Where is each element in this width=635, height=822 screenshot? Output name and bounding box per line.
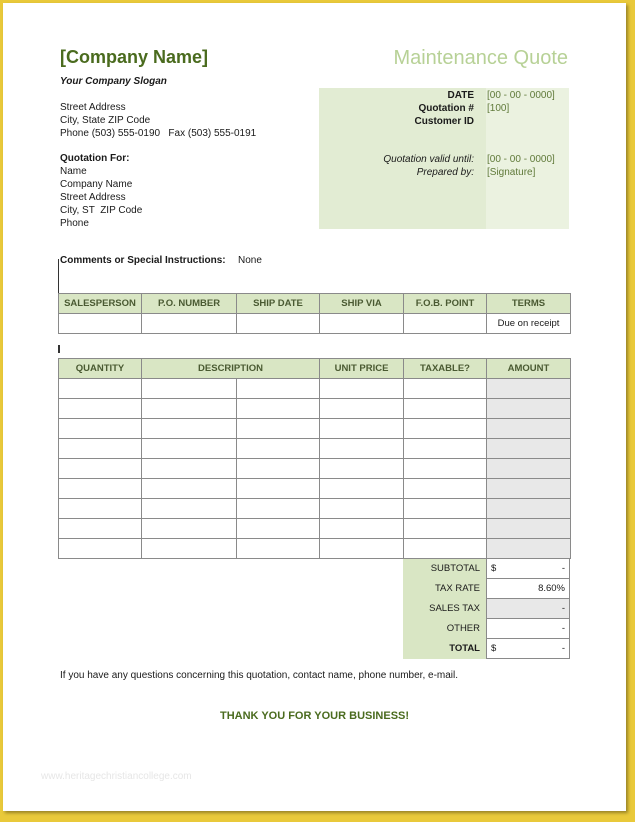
description-cell-2[interactable] xyxy=(237,439,320,459)
salesperson-header: SALESPERSON xyxy=(59,294,142,314)
quantity-cell[interactable] xyxy=(59,539,142,559)
document-title: Maintenance Quote xyxy=(393,47,568,69)
description-cell-2[interactable] xyxy=(237,499,320,519)
unit-price-cell[interactable] xyxy=(320,399,404,419)
totals-table xyxy=(403,558,570,659)
amount-cell xyxy=(487,479,571,499)
subtotal-amount: - xyxy=(561,563,565,574)
quantity-cell[interactable] xyxy=(59,379,142,399)
description-cell[interactable] xyxy=(142,459,237,479)
quote-page xyxy=(3,3,626,811)
tax-rate-label: TAX RATE xyxy=(403,579,487,599)
fob-point-cell[interactable] xyxy=(404,314,487,334)
comments-value[interactable]: None xyxy=(238,255,262,266)
description-cell[interactable] xyxy=(142,419,237,439)
client-name: Name xyxy=(60,166,87,177)
description-cell-2[interactable] xyxy=(237,399,320,419)
po-number-cell[interactable] xyxy=(142,314,237,334)
table-row xyxy=(59,479,571,499)
footer-contact-note: If you have any questions concerning this quotation, contact name, phone number, e-mail. xyxy=(60,670,459,681)
description-cell[interactable] xyxy=(142,399,237,419)
quantity-cell[interactable] xyxy=(59,519,142,539)
po-number-header: P.O. NUMBER xyxy=(142,294,237,314)
company-name: [Company Name] xyxy=(60,47,209,67)
shipping-header-row xyxy=(59,294,571,314)
description-cell-2[interactable] xyxy=(237,539,320,559)
other-row xyxy=(403,619,570,639)
sales-tax-label: SALES TAX xyxy=(403,599,487,619)
client-phone: Phone xyxy=(60,218,89,229)
valid-until-value[interactable]: [00 - 00 - 0000] xyxy=(487,154,555,165)
fob-point-header: F.O.B. POINT xyxy=(404,294,487,314)
company-street: Street Address xyxy=(60,102,126,113)
subtotal-row xyxy=(403,559,570,579)
subtotal-value xyxy=(487,559,570,579)
text-cursor-marker xyxy=(58,259,59,293)
line-items-body xyxy=(59,379,571,559)
line-items-header-row xyxy=(59,359,571,379)
amount-cell xyxy=(487,379,571,399)
other-label: OTHER xyxy=(403,619,487,639)
quantity-header: QUANTITY xyxy=(59,359,142,379)
table-row xyxy=(59,459,571,479)
company-city: City, State ZIP Code xyxy=(60,115,151,126)
quotation-number-value[interactable]: [100] xyxy=(487,103,510,114)
prepared-by-value[interactable]: [Signature] xyxy=(487,167,536,178)
unit-price-cell[interactable] xyxy=(320,479,404,499)
quotation-number-label: Quotation # xyxy=(418,103,474,114)
comments-label-text: Comments or Special Instructions: xyxy=(60,255,226,266)
line-items-table xyxy=(58,358,571,559)
taxable-cell[interactable] xyxy=(404,439,487,459)
table-row xyxy=(59,519,571,539)
table-row xyxy=(59,419,571,439)
quantity-cell[interactable] xyxy=(59,419,142,439)
taxable-cell[interactable] xyxy=(404,519,487,539)
terms-cell[interactable]: Due on receipt xyxy=(487,314,571,334)
watermark: www.heritagechristiancollege.com xyxy=(41,771,192,782)
total-currency: $ xyxy=(491,643,497,654)
unit-price-cell[interactable] xyxy=(320,419,404,439)
sales-tax-value: - xyxy=(487,599,570,619)
taxable-cell[interactable] xyxy=(404,419,487,439)
taxable-cell[interactable] xyxy=(404,399,487,419)
quantity-cell[interactable] xyxy=(59,499,142,519)
description-cell-2[interactable] xyxy=(237,519,320,539)
table-row xyxy=(59,379,571,399)
total-row xyxy=(403,639,570,659)
comments-label xyxy=(60,255,226,266)
unit-price-cell[interactable] xyxy=(320,499,404,519)
client-company: Company Name xyxy=(60,179,133,190)
description-cell-2[interactable] xyxy=(237,379,320,399)
company-address xyxy=(60,101,256,140)
description-cell-2[interactable] xyxy=(237,419,320,439)
description-cell[interactable] xyxy=(142,519,237,539)
unit-price-cell[interactable] xyxy=(320,459,404,479)
prepared-by-label: Prepared by: xyxy=(416,167,474,178)
quotation-for-block xyxy=(60,152,142,230)
salesperson-cell[interactable] xyxy=(59,314,142,334)
terms-header: TERMS xyxy=(487,294,571,314)
description-cell[interactable] xyxy=(142,499,237,519)
company-phone-fax: Phone (503) 555-0190 Fax (503) 555-0191 xyxy=(60,128,257,139)
other-value[interactable]: - xyxy=(487,619,570,639)
shipping-row xyxy=(59,314,571,334)
client-city: City, ST ZIP Code xyxy=(60,205,143,216)
customer-id-label: Customer ID xyxy=(414,116,474,127)
date-label: DATE xyxy=(447,90,474,101)
total-label: TOTAL xyxy=(403,639,487,659)
client-street: Street Address xyxy=(60,192,126,203)
table-row xyxy=(59,439,571,459)
quotation-for-heading: Quotation For: xyxy=(60,153,130,164)
date-value[interactable]: [00 - 00 - 0000] xyxy=(487,90,555,101)
description-header: DESCRIPTION xyxy=(142,359,320,379)
quantity-cell[interactable] xyxy=(59,479,142,499)
subtotal-currency: $ xyxy=(491,563,497,574)
tax-rate-row xyxy=(403,579,570,599)
amount-cell xyxy=(487,439,571,459)
quantity-cell[interactable] xyxy=(59,399,142,419)
shipping-table xyxy=(58,293,571,334)
amount-cell xyxy=(487,399,571,419)
amount-cell xyxy=(487,419,571,439)
amount-cell xyxy=(487,519,571,539)
amount-cell xyxy=(487,459,571,479)
company-slogan: Your Company Slogan xyxy=(60,76,167,87)
unit-price-cell[interactable] xyxy=(320,379,404,399)
description-cell[interactable] xyxy=(142,379,237,399)
sales-tax-row xyxy=(403,599,570,619)
quantity-cell[interactable] xyxy=(59,439,142,459)
subtotal-label: SUBTOTAL xyxy=(403,559,487,579)
unit-price-cell[interactable] xyxy=(320,439,404,459)
taxable-cell[interactable] xyxy=(404,379,487,399)
tax-rate-value[interactable]: 8.60% xyxy=(487,579,570,599)
unit-price-cell[interactable] xyxy=(320,539,404,559)
taxable-cell[interactable] xyxy=(404,539,487,559)
table-row xyxy=(59,399,571,419)
ship-date-header: SHIP DATE xyxy=(237,294,320,314)
description-cell[interactable] xyxy=(142,479,237,499)
text-cursor-marker xyxy=(58,345,60,353)
amount-header: AMOUNT xyxy=(487,359,571,379)
total-amount: - xyxy=(561,643,565,654)
ship-via-header: SHIP VIA xyxy=(320,294,404,314)
description-cell-2[interactable] xyxy=(237,459,320,479)
taxable-cell[interactable] xyxy=(404,459,487,479)
taxable-header: TAXABLE? xyxy=(404,359,487,379)
table-row xyxy=(59,539,571,559)
ship-via-cell[interactable] xyxy=(320,314,404,334)
taxable-cell[interactable] xyxy=(404,479,487,499)
description-cell[interactable] xyxy=(142,439,237,459)
amount-cell xyxy=(487,539,571,559)
description-cell[interactable] xyxy=(142,539,237,559)
description-cell-2[interactable] xyxy=(237,479,320,499)
amount-cell xyxy=(487,499,571,519)
table-row xyxy=(59,499,571,519)
unit-price-cell[interactable] xyxy=(320,519,404,539)
ship-date-cell[interactable] xyxy=(237,314,320,334)
total-value xyxy=(487,639,570,659)
quantity-cell[interactable] xyxy=(59,459,142,479)
thank-you-message: THANK YOU FOR YOUR BUSINESS! xyxy=(219,710,410,722)
valid-until-label: Quotation valid until: xyxy=(383,154,474,165)
taxable-cell[interactable] xyxy=(404,499,487,519)
unit-price-header: UNIT PRICE xyxy=(320,359,404,379)
